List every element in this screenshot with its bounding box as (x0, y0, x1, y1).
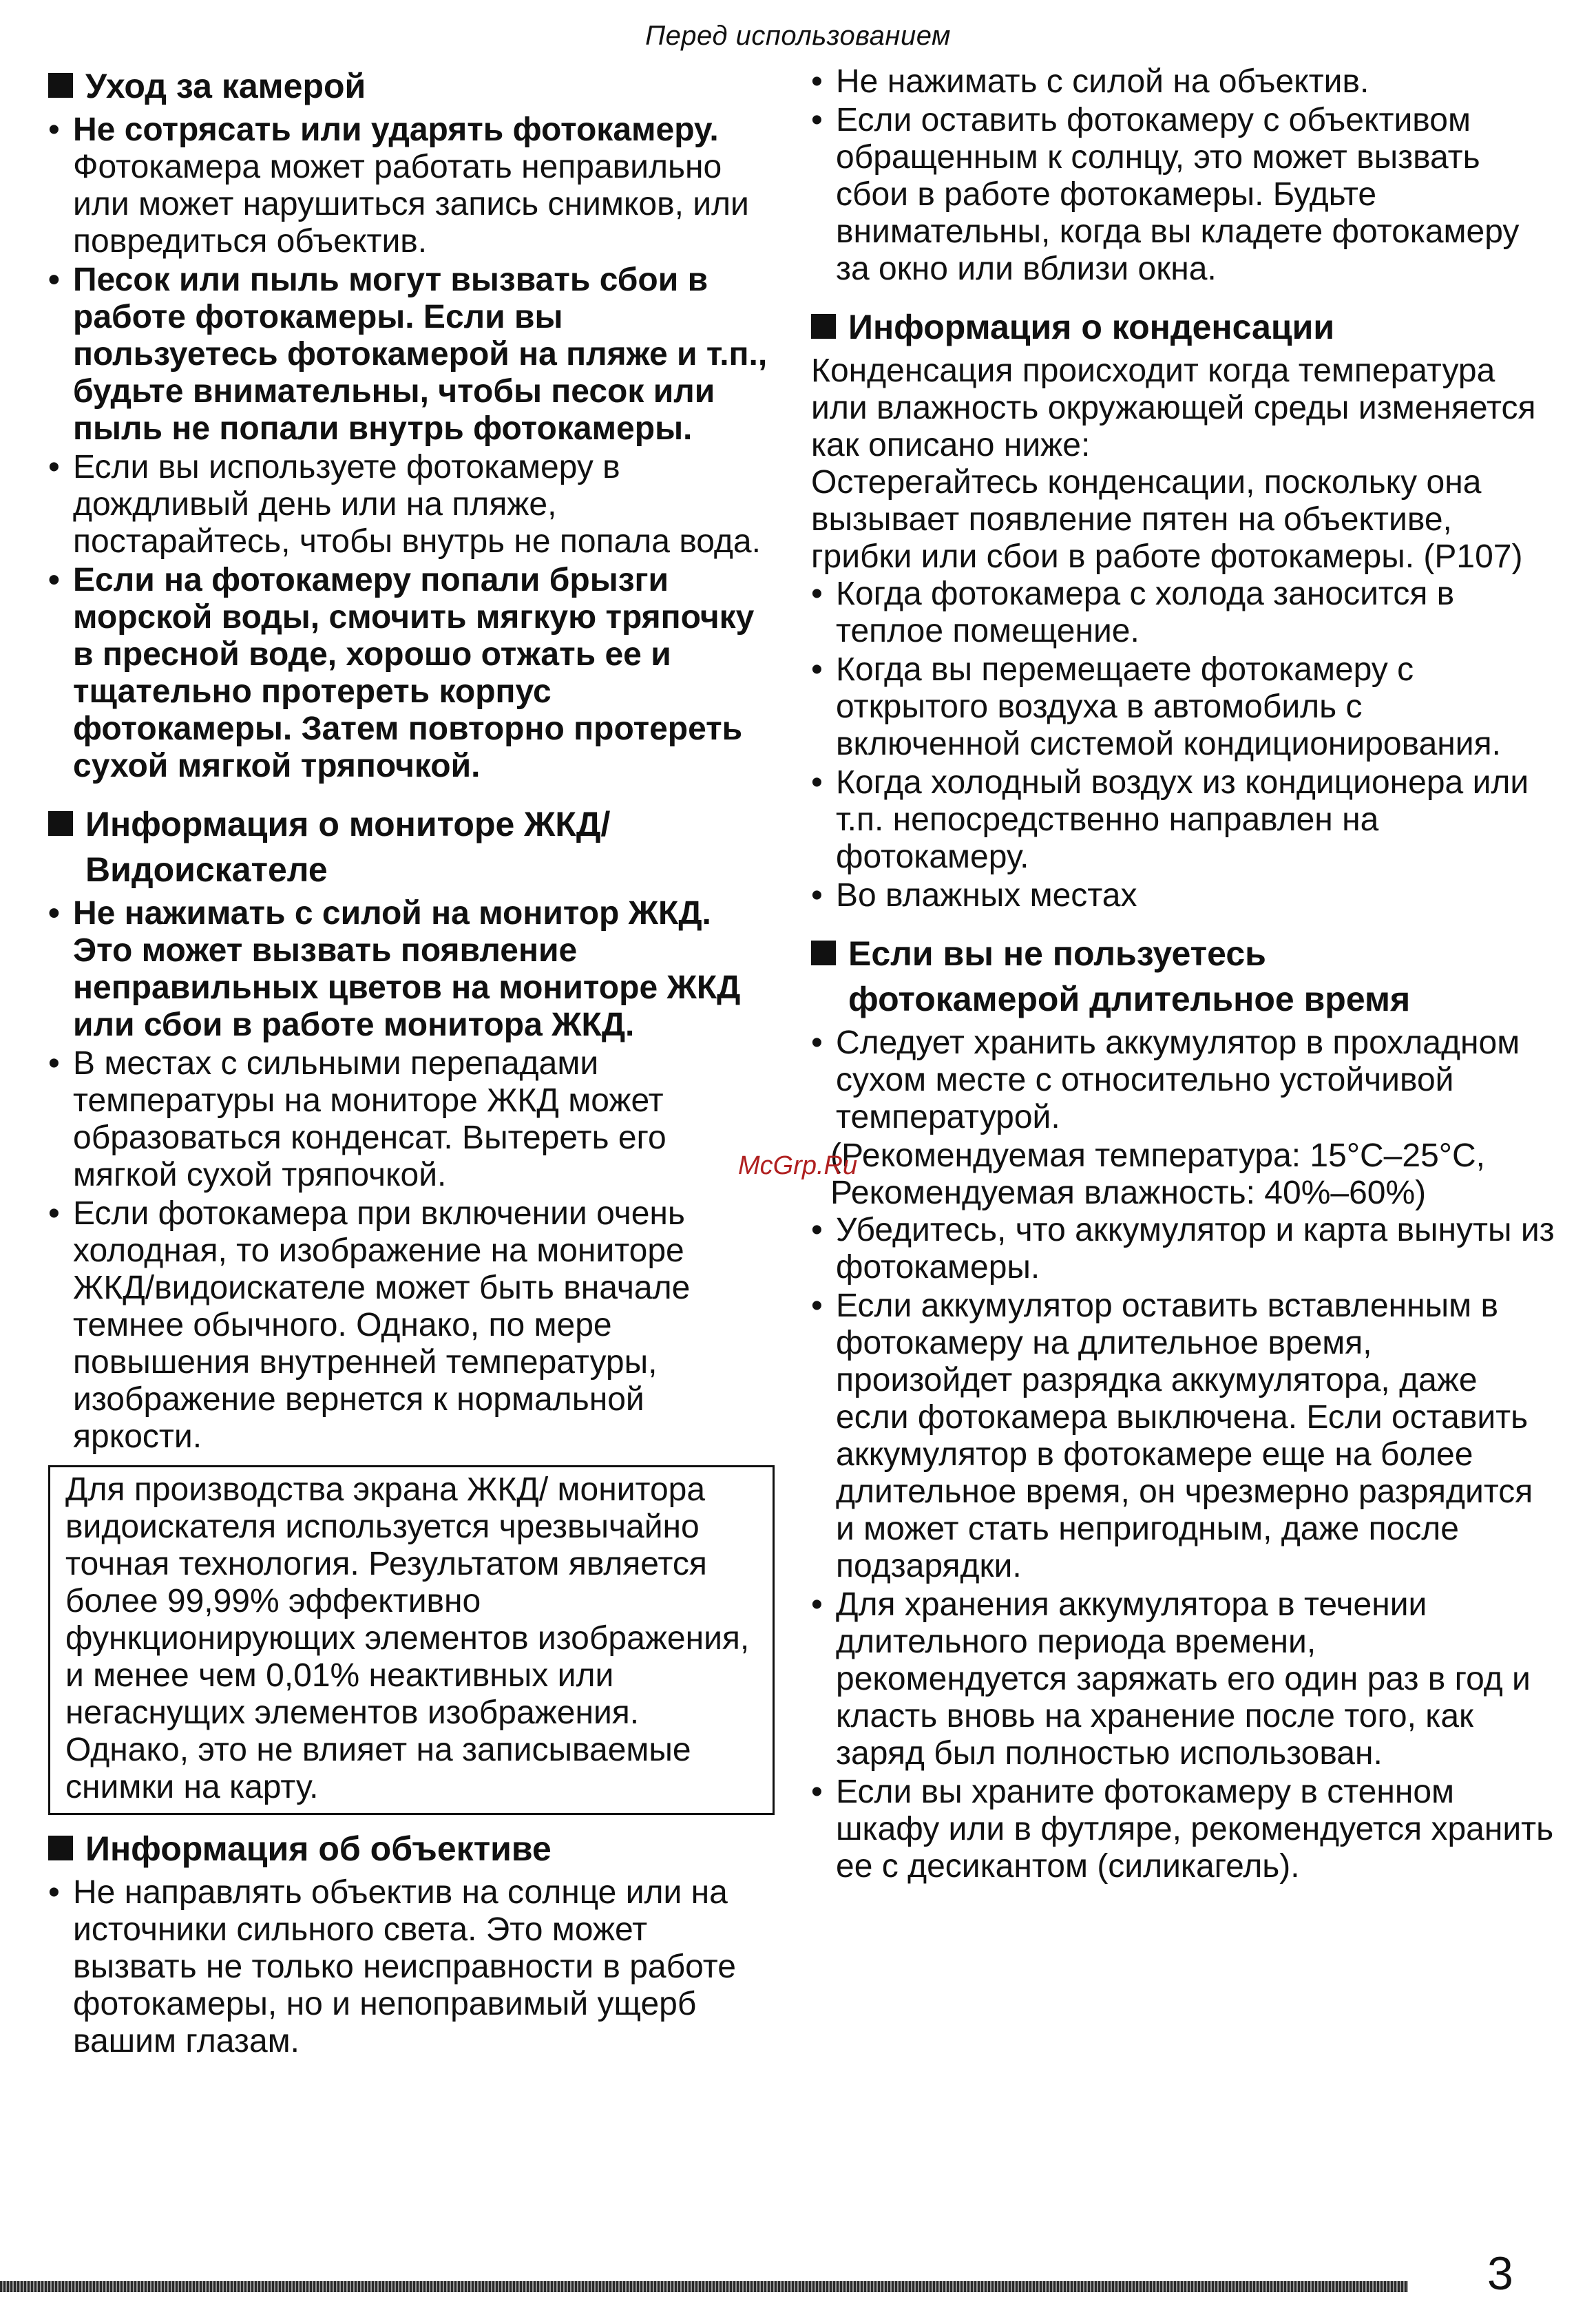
item-text: Если на фотокамеру попали брызги морской воды, смочить мягкую тряпочку в пресной воде, хорошо отжать ее и тщательно протереть корпус фотокамеры. Затем повторно протереть сухой мягкой тряпочкой. (73, 562, 755, 784)
item-note: (Рекомендуемая температура: 15°C–25°C, Рекомендуемая влажность: 40%–60%) (830, 1137, 1485, 1211)
section-heading-lens (48, 1826, 775, 1871)
item-text: Не направлять объектив на солнце или на источники сильного света. Это может вызвать не только неисправности в работе фотокамеры, но и непоправимый ущерб вашим глазам. (73, 1874, 736, 2059)
item-text: Когда вы перемещаете фотокамеру с открытого воздуха в автомобиль с включенной системой кондиционирования. (836, 651, 1501, 762)
item-text: Когда холодный воздух из кондиционера или т.п. непосредственно направлен на фотокамеру. (836, 764, 1529, 875)
bullet-icon: • (811, 1025, 823, 1061)
heading-text-line-1: Информация о мониторе ЖКД/ (85, 805, 611, 843)
list-item (48, 562, 775, 785)
item-text: Убедитесь, что аккумулятор и карта вынуты из фотокамеры. (836, 1212, 1555, 1286)
list-item (811, 1586, 1555, 1772)
square-bullet-icon (48, 73, 73, 98)
bullet-icon: • (811, 764, 823, 801)
bullet-icon: • (811, 1212, 823, 1248)
list-item (811, 1212, 1555, 1286)
item-text: Если вы храните фотокамеру в стенном шкафу или в футляре, рекомендуется хранить ее с десикантом (силикагель). (836, 1774, 1554, 1885)
bullet-icon: • (48, 112, 60, 148)
bullet-icon: • (48, 1045, 60, 1082)
list-item (811, 1288, 1555, 1585)
heading-text: Уход за камерой (85, 67, 366, 105)
square-bullet-icon (811, 314, 836, 339)
list-item (811, 1025, 1555, 1136)
list-item (811, 576, 1555, 650)
item-text: Песок или пыль могут вызвать сбои в работе фотокамеры. Если вы пользуетесь фотокамерой на пляже и т.п., будьте внимательны, чтобы песок или пыль не попали внутрь фотокамеры. (73, 262, 768, 447)
list-item (48, 112, 775, 260)
bullet-icon: • (48, 1874, 60, 1911)
page-number: 3 (1487, 2247, 1513, 2300)
page-header: Перед использованием (645, 21, 951, 51)
section-heading-long-storage (811, 931, 1555, 1022)
bullet-icon: • (811, 1288, 823, 1324)
list-item (48, 1874, 775, 2060)
item-text: Не нажимать с силой на монитор ЖКД. Это может вызвать появление неправильных цветов на мониторе ЖКД или сбои в работе монитора ЖКД. (73, 895, 741, 1043)
bullet-icon: • (811, 1774, 823, 1810)
heading-text-line-1: Если вы не пользуетесь (848, 934, 1266, 973)
list-item (48, 262, 775, 448)
item-text: Следует хранить аккумулятор в прохладном сухом месте с относительно устойчивой температурой. (836, 1025, 1520, 1135)
item-text: Если фотокамера при включении очень холодная, то изображение на мониторе ЖКД/видоискателе может быть вначале темнее обычного. Однако, по мере повышения внутренней температуры, изображение вернется к нормальной яркости. (73, 1195, 691, 1455)
item-text: Для хранения аккумулятора в течении длительного периода времени, рекомендуется заряжать его один раз в год и класть вновь на хранение после того, как заряд был полностью использован. (836, 1586, 1531, 1772)
bullet-icon: • (48, 1195, 60, 1232)
paragraph: Конденсация происходит когда температура или влажность окружающей среды изменяется как описано ниже: (811, 353, 1536, 463)
bullet-icon: • (48, 562, 60, 598)
item-text: Фотокамера может работать неправильно или может нарушиться запись снимков, или повредиться объектив. (73, 149, 749, 260)
item-text: Когда фотокамера с холода заносится в теплое помещение. (836, 576, 1455, 649)
paragraph: Остерегайтесь конденсации, поскольку она вызывает появление пятен на объективе, грибки или сбои в работе фотокамеры. (P107) (811, 464, 1523, 575)
square-bullet-icon (48, 1836, 73, 1860)
bullet-icon: • (48, 449, 60, 485)
section-heading-condensation (811, 304, 1555, 350)
list-item (48, 895, 775, 1044)
bullet-icon: • (811, 1586, 823, 1623)
bullet-icon: • (48, 895, 60, 932)
bullet-icon: • (811, 877, 823, 914)
square-bullet-icon (48, 811, 73, 836)
item-bold-text: Не сотрясать или ударять фотокамеру. (73, 112, 719, 148)
item-text: Если вы используете фотокамеру в дождливый день или на пляже, постарайтесь, чтобы внутрь не попала вода. (73, 449, 761, 560)
list-item (811, 877, 1555, 914)
list-item (811, 1774, 1555, 1885)
item-text: В местах с сильными перепадами температуры на мониторе ЖКД может образоваться конденсат. Вытереть его мягкой сухой тряпочкой. (73, 1045, 666, 1193)
bullet-icon: • (811, 63, 823, 100)
footer-bar (0, 2281, 1408, 2292)
right-column (811, 63, 1555, 1887)
bullet-icon: • (48, 262, 60, 298)
list-item (811, 63, 1555, 101)
list-item (811, 102, 1555, 288)
list-item (811, 651, 1555, 763)
item-text: Не нажимать с силой на объектив. (836, 63, 1369, 100)
heading-text-line-2: фотокамерой длительное время (848, 980, 1411, 1018)
bullet-icon: • (811, 102, 823, 138)
list-item (48, 449, 775, 560)
section-heading-camera-care (48, 63, 775, 109)
list-item (811, 764, 1555, 876)
item-text: Во влажных местах (836, 877, 1137, 914)
bullet-icon: • (811, 651, 823, 688)
heading-text-line-2: Видоискателе (85, 850, 328, 889)
lcd-technology-note-box: Для производства экрана ЖКД/ монитора видоискателя используется чрезвычайно точная технология. Результатом является более 99,99% эффективно функционирующих элементов изображения, и менее чем 0,01% неактивных или негаснущих элементов изображения. Однако, это не влияет на записываемые снимки на карту. (48, 1465, 775, 1815)
heading-text: Информация о конденсации (848, 308, 1335, 346)
watermark-text: McGrp.Ru (738, 1151, 858, 1180)
bullet-icon: • (811, 576, 823, 612)
item-text: Если оставить фотокамеру с объективом обращенным к солнцу, это может вызвать сбои в работе фотокамеры. Будьте внимательны, когда вы кладете фотокамеру за окно или вблизи окна. (836, 102, 1520, 287)
list-item (48, 1045, 775, 1194)
item-text: Если аккумулятор оставить вставленным в фотокамеру на длительное время, произойдет разрядка аккумулятора, даже если фотокамера выключена. Если оставить аккумулятор в фотокамере еще на более длительное время, он чрезмерно разрядится и может стать непригодным, даже после подзарядки. (836, 1288, 1533, 1584)
left-column (48, 63, 775, 2061)
heading-text: Информация об объективе (85, 1829, 552, 1868)
list-item (48, 1195, 775, 1456)
section-heading-lcd-monitor (48, 801, 775, 892)
square-bullet-icon (811, 941, 836, 965)
